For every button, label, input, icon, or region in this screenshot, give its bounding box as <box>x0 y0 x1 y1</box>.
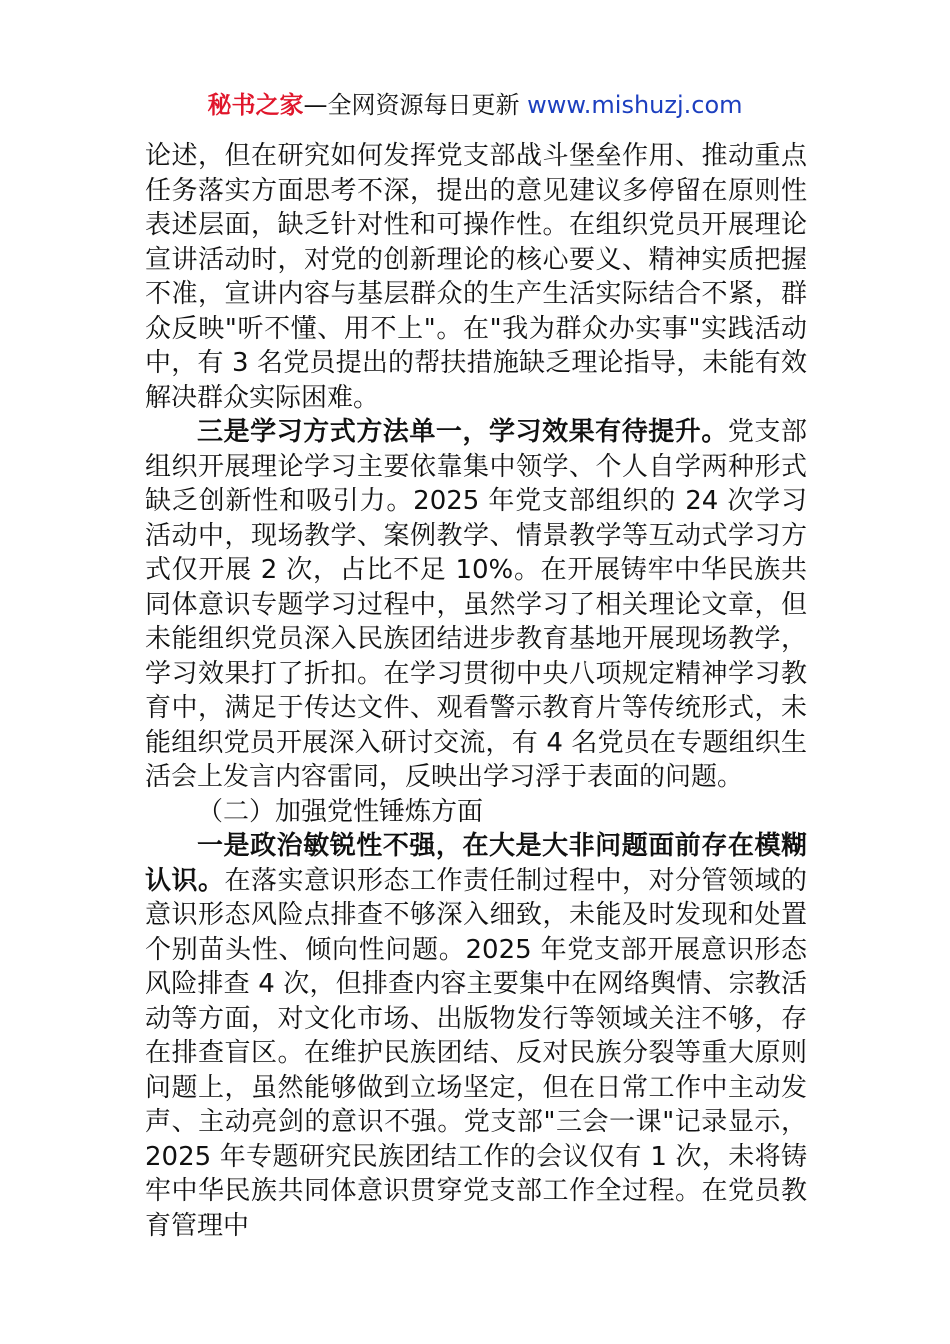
page-header <box>0 88 950 122</box>
brand-name: 秘书之家 <box>207 91 304 119</box>
header-url-link[interactable]: www.mishuzj.com <box>527 91 743 119</box>
point-three-heading: 三是学习方式方法单一，学习效果有待提升。 <box>197 417 728 447</box>
paragraph-point-one <box>145 829 807 1243</box>
document-body <box>145 139 807 1243</box>
point-one-text: 在落实意识形态工作责任制过程中，对分管领域的意识形态风险点排查不够深入细致，未能及时发现和处置个别苗头性、倾向性问题。2025 年党支部开展意识形态风险排查 4 次，但排查内容主要集中在网络舆情、宗教活动等方面，对文化市场、出版物发行等领域关注不够，存在排查盲区。在维护民族团结、反对民族分裂等重大原则问题上，虽然能够做到立场坚定，但在日常工作中主动发声、主动亮剑的意识不强。党支部"三会一课"记录显示，2025 年专题研究民族团结工作的会议仅有 1 次，未将铸牢中华民族共同体意识贯穿党支部工作全过程。在党员教育管理中 <box>145 865 807 1241</box>
point-one-heading: 一是政治敏锐性不强，在大是大非问题面前存在模糊认识。 <box>145 831 807 896</box>
paragraph-continuation: 论述，但在研究如何发挥党支部战斗堡垒作用、推动重点任务落实方面思考不深，提出的意见建议多停留在原则性表述层面，缺乏针对性和可操作性。在组织党员开展理论宣讲活动时，对党的创新理论的核心要义、精神实质把握不准，宣讲内容与基层群众的生产生活实际结合不紧，群众反映"听不懂、用不上"。在"我为群众办实事"实践活动中，有 3 名党员提出的帮扶措施缺乏理论指导，未能有效解决群众实际困难。 <box>145 141 807 413</box>
point-three-text: 党支部组织开展理论学习主要依靠集中领学、个人自学两种形式缺乏创新性和吸引力。2025 年党支部组织的 24 次学习活动中，现场教学、案例教学、情景教学等互动式学习方式仅开展 2 次，占比不足 10%。在开展铸牢中华民族共同体意识专题学习过程中，虽然学习了相关理论文章，但未能组织党员深入民族团结进步教育基地开展现场教学，学习效果打了折扣。在学习贯彻中央八项规定精神学习教育中，满足于传达文件、观看警示教育片等传统形式，未能组织党员开展深入研讨交流，有 4 名党员在专题组织生活会上发言内容雷同，反映出学习浮于表面的问题。 <box>145 417 807 792</box>
header-tagline: —全网资源每日更新 <box>303 91 528 119</box>
section-heading: （二）加强党性锤炼方面 <box>197 796 484 827</box>
paragraph-point-three <box>145 415 807 795</box>
